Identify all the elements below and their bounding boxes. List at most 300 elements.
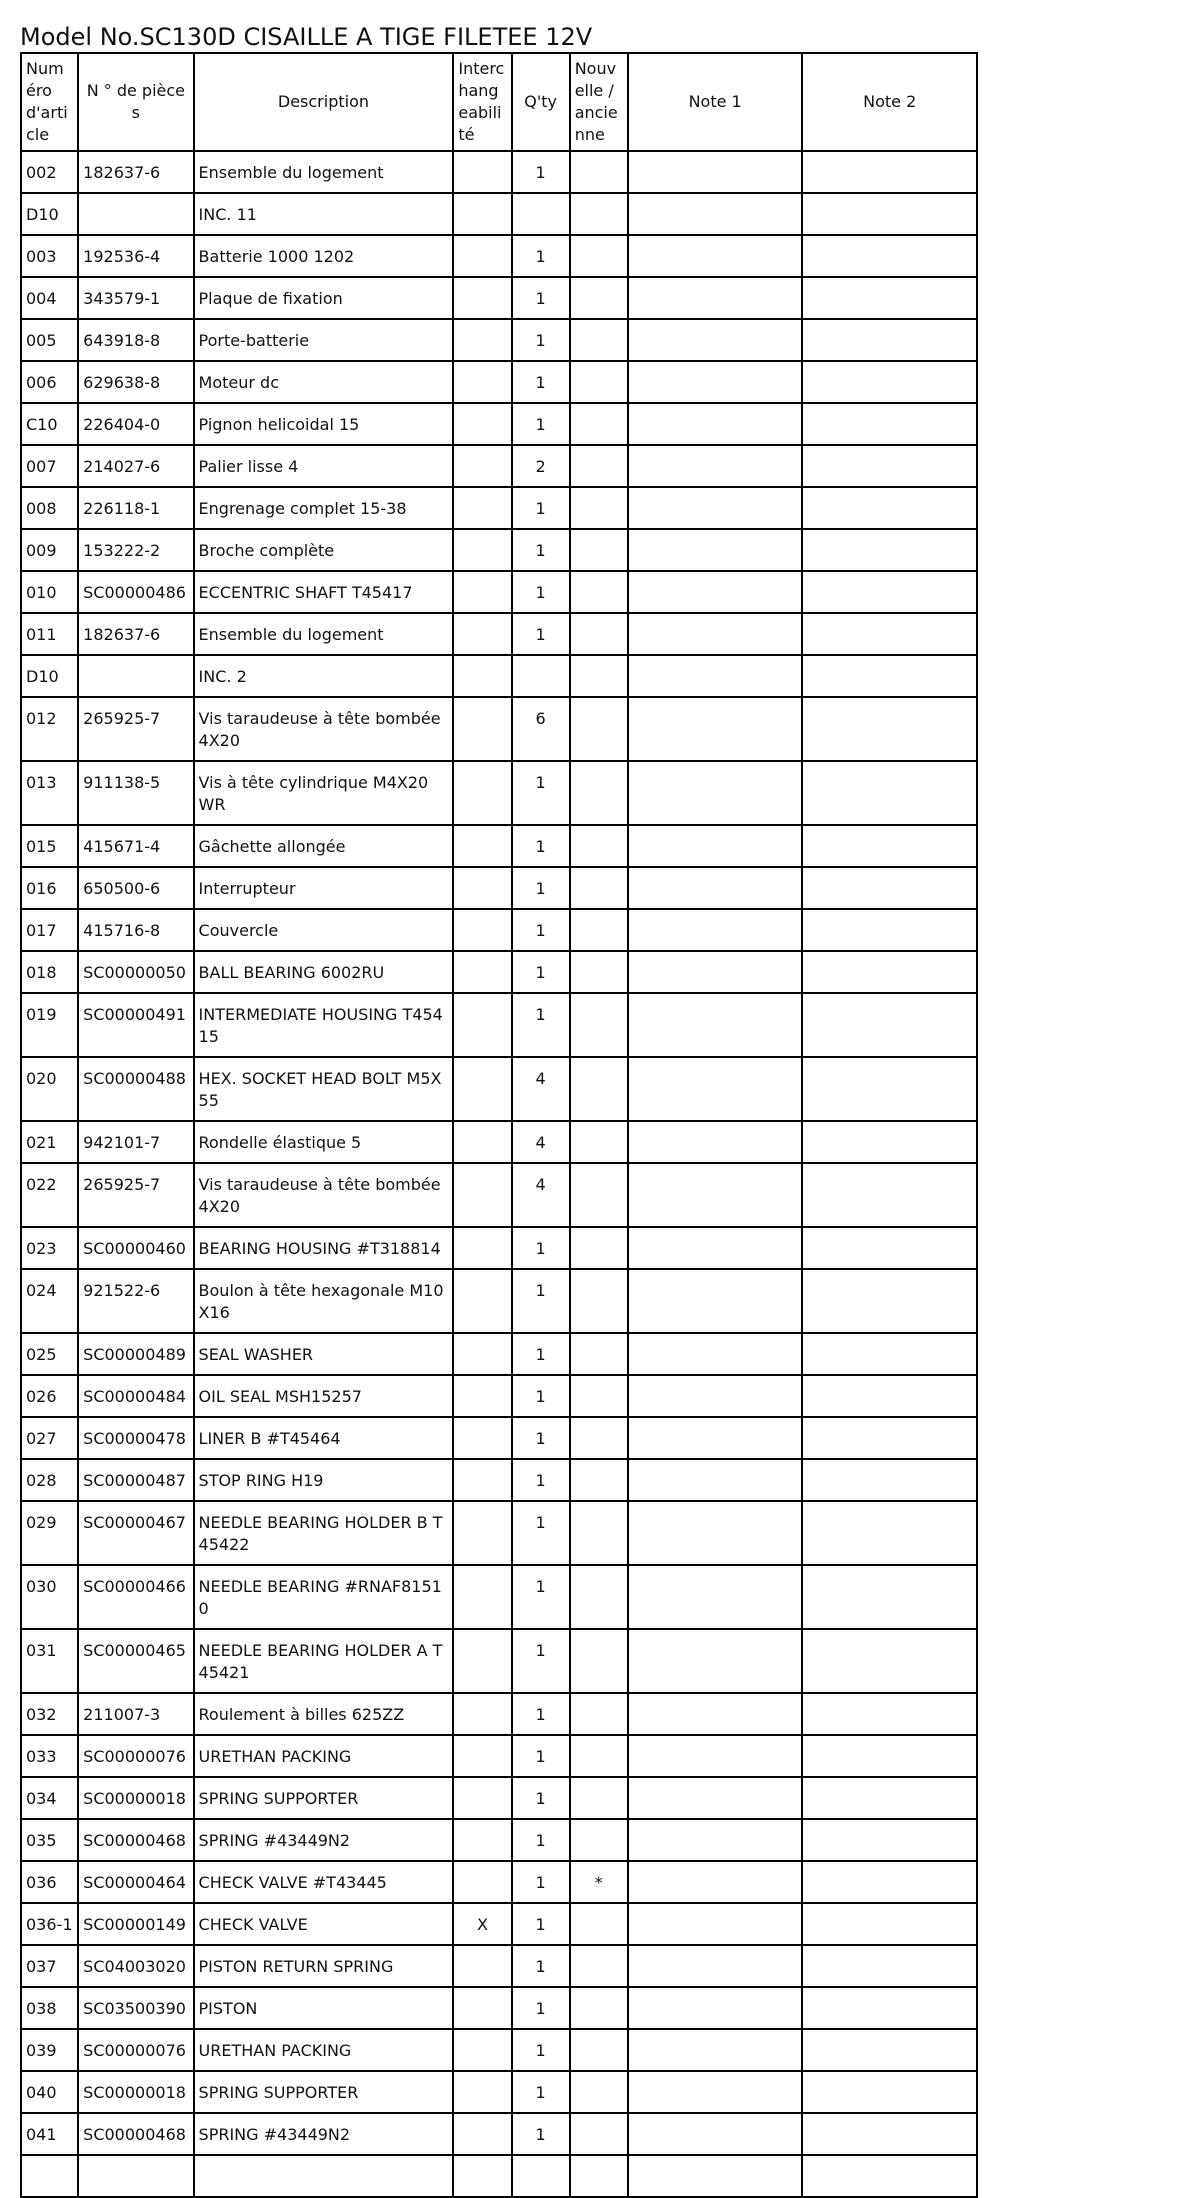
cell-description: SEAL WASHER (194, 1333, 454, 1375)
cell-new-old (570, 1693, 628, 1735)
cell-new-old (570, 1227, 628, 1269)
cell-description: URETHAN PACKING (194, 1735, 454, 1777)
cell-item-number: D10 (21, 193, 78, 235)
cell-interchangeability (453, 571, 511, 613)
cell-description: NEEDLE BEARING HOLDER A T45421 (194, 1629, 454, 1693)
cell-interchangeability (453, 1375, 511, 1417)
cell-part-number: SC00000076 (78, 2029, 193, 2071)
cell-item-number: 012 (21, 697, 78, 761)
cell-description: Couvercle (194, 909, 454, 951)
cell-description: Batterie 1000 1202 (194, 235, 454, 277)
cell-note-2 (802, 909, 977, 951)
cell-part-number (78, 193, 193, 235)
cell-interchangeability (453, 1163, 511, 1227)
cell-note-1 (628, 2029, 803, 2071)
cell-empty (78, 2155, 193, 2197)
cell-description: Boulon à tête hexagonale M10X16 (194, 1269, 454, 1333)
cell-note-1 (628, 1629, 803, 1693)
table-row (21, 1735, 977, 1777)
cell-part-number: SC00000468 (78, 1819, 193, 1861)
cell-description: Vis taraudeuse à tête bombée 4X20 (194, 697, 454, 761)
cell-part-number: 911138-5 (78, 761, 193, 825)
cell-new-old (570, 1163, 628, 1227)
cell-note-2 (802, 825, 977, 867)
parts-table (20, 52, 978, 2198)
cell-note-2 (802, 529, 977, 571)
cell-note-2 (802, 1693, 977, 1735)
cell-new-old (570, 951, 628, 993)
cell-description: Palier lisse 4 (194, 445, 454, 487)
cell-quantity: 1 (512, 951, 570, 993)
cell-item-number: 003 (21, 235, 78, 277)
cell-note-1 (628, 571, 803, 613)
cell-note-1 (628, 761, 803, 825)
cell-item-number: 025 (21, 1333, 78, 1375)
cell-new-old (570, 1565, 628, 1629)
cell-part-number: 921522-6 (78, 1269, 193, 1333)
table-row (21, 1269, 977, 1333)
cell-note-1 (628, 1375, 803, 1417)
cell-new-old (570, 1057, 628, 1121)
cell-new-old (570, 1417, 628, 1459)
cell-note-1 (628, 867, 803, 909)
cell-note-2 (802, 613, 977, 655)
cell-note-2 (802, 235, 977, 277)
cell-item-number: 006 (21, 361, 78, 403)
cell-note-2 (802, 1819, 977, 1861)
cell-note-2 (802, 571, 977, 613)
cell-note-1 (628, 825, 803, 867)
cell-note-2 (802, 277, 977, 319)
cell-description: Ensemble du logement (194, 151, 454, 193)
cell-new-old (570, 1903, 628, 1945)
cell-note-2 (802, 697, 977, 761)
cell-new-old (570, 1333, 628, 1375)
cell-new-old (570, 1629, 628, 1693)
cell-part-number: SC04003020 (78, 1945, 193, 1987)
cell-part-number (78, 655, 193, 697)
cell-quantity: 1 (512, 1417, 570, 1459)
cell-description: INC. 11 (194, 193, 454, 235)
cell-part-number: SC00000486 (78, 571, 193, 613)
cell-item-number: 036-1 (21, 1903, 78, 1945)
cell-new-old (570, 571, 628, 613)
cell-quantity: 6 (512, 697, 570, 761)
cell-empty (802, 2155, 977, 2197)
cell-new-old (570, 277, 628, 319)
cell-interchangeability (453, 2029, 511, 2071)
cell-empty (194, 2155, 454, 2197)
cell-description: Porte-batterie (194, 319, 454, 361)
page-title: Model No.SC130D CISAILLE A TIGE FILETEE 12V (20, 23, 593, 51)
cell-note-1 (628, 487, 803, 529)
cell-quantity: 1 (512, 613, 570, 655)
col-header-note-2: Note 2 (802, 53, 977, 151)
table-row (21, 2029, 977, 2071)
cell-note-1 (628, 1735, 803, 1777)
cell-part-number: 265925-7 (78, 1163, 193, 1227)
cell-item-number: 035 (21, 1819, 78, 1861)
cell-note-1 (628, 2113, 803, 2155)
cell-new-old (570, 613, 628, 655)
table-row (21, 761, 977, 825)
cell-item-number: 010 (21, 571, 78, 613)
table-row (21, 825, 977, 867)
cell-new-old (570, 445, 628, 487)
table-row (21, 319, 977, 361)
table-row (21, 403, 977, 445)
cell-item-number: 007 (21, 445, 78, 487)
cell-interchangeability (453, 1629, 511, 1693)
cell-note-1 (628, 1459, 803, 1501)
cell-description: Broche complète (194, 529, 454, 571)
cell-quantity: 1 (512, 1735, 570, 1777)
cell-quantity: 1 (512, 825, 570, 867)
cell-note-1 (628, 445, 803, 487)
cell-description: LINER B #T45464 (194, 1417, 454, 1459)
cell-note-2 (802, 1417, 977, 1459)
col-header-quantity: Q'ty (512, 53, 570, 151)
table-row (21, 1693, 977, 1735)
cell-empty (628, 2155, 803, 2197)
cell-quantity: 1 (512, 1227, 570, 1269)
table-row (21, 1417, 977, 1459)
cell-note-1 (628, 319, 803, 361)
cell-item-number: 005 (21, 319, 78, 361)
cell-part-number: 214027-6 (78, 445, 193, 487)
cell-quantity: 1 (512, 1333, 570, 1375)
cell-description: SPRING #43449N2 (194, 1819, 454, 1861)
cell-quantity: 1 (512, 1777, 570, 1819)
cell-new-old (570, 825, 628, 867)
cell-note-2 (802, 1057, 977, 1121)
cell-part-number: 650500-6 (78, 867, 193, 909)
cell-note-1 (628, 1057, 803, 1121)
cell-empty (512, 2155, 570, 2197)
cell-quantity: 4 (512, 1057, 570, 1121)
cell-empty (570, 2155, 628, 2197)
cell-quantity: 1 (512, 1269, 570, 1333)
cell-interchangeability (453, 277, 511, 319)
cell-new-old (570, 151, 628, 193)
cell-new-old (570, 361, 628, 403)
cell-new-old (570, 1269, 628, 1333)
cell-new-old (570, 1987, 628, 2029)
cell-interchangeability (453, 361, 511, 403)
cell-note-1 (628, 193, 803, 235)
cell-note-1 (628, 1333, 803, 1375)
cell-part-number: SC00000466 (78, 1565, 193, 1629)
cell-note-2 (802, 2029, 977, 2071)
cell-interchangeability (453, 1501, 511, 1565)
cell-description: CHECK VALVE (194, 1903, 454, 1945)
cell-new-old (570, 697, 628, 761)
cell-quantity: 1 (512, 1629, 570, 1693)
cell-description: Plaque de fixation (194, 277, 454, 319)
cell-description: SPRING #43449N2 (194, 2113, 454, 2155)
table-row (21, 1163, 977, 1227)
cell-interchangeability (453, 951, 511, 993)
cell-item-number: 019 (21, 993, 78, 1057)
table-row (21, 613, 977, 655)
cell-quantity: 1 (512, 1987, 570, 2029)
cell-part-number: 643918-8 (78, 319, 193, 361)
table-row (21, 235, 977, 277)
table-row-partial (21, 2155, 977, 2197)
cell-quantity: 1 (512, 867, 570, 909)
cell-interchangeability (453, 909, 511, 951)
cell-item-number: 039 (21, 2029, 78, 2071)
cell-interchangeability (453, 1861, 511, 1903)
cell-note-1 (628, 151, 803, 193)
cell-new-old: * (570, 1861, 628, 1903)
cell-note-1 (628, 909, 803, 951)
cell-description: Vis à tête cylindrique M4X20 WR (194, 761, 454, 825)
col-header-item: Numéro d'article (21, 53, 78, 151)
cell-item-number: 037 (21, 1945, 78, 1987)
cell-interchangeability (453, 193, 511, 235)
table-row (21, 361, 977, 403)
cell-part-number: 182637-6 (78, 151, 193, 193)
table-row (21, 487, 977, 529)
cell-part-number: SC00000489 (78, 1333, 193, 1375)
cell-part-number: 226118-1 (78, 487, 193, 529)
cell-description: Interrupteur (194, 867, 454, 909)
cell-empty (21, 2155, 78, 2197)
cell-item-number: 026 (21, 1375, 78, 1417)
cell-interchangeability (453, 613, 511, 655)
cell-quantity: 1 (512, 993, 570, 1057)
cell-part-number: 211007-3 (78, 1693, 193, 1735)
cell-quantity: 4 (512, 1121, 570, 1163)
table-row (21, 909, 977, 951)
cell-new-old (570, 1501, 628, 1565)
cell-interchangeability (453, 993, 511, 1057)
cell-note-1 (628, 403, 803, 445)
cell-new-old (570, 993, 628, 1057)
table-row (21, 1121, 977, 1163)
cell-quantity: 1 (512, 403, 570, 445)
cell-part-number: SC00000488 (78, 1057, 193, 1121)
cell-part-number: SC00000018 (78, 2071, 193, 2113)
cell-note-2 (802, 1333, 977, 1375)
cell-part-number: 629638-8 (78, 361, 193, 403)
cell-new-old (570, 1459, 628, 1501)
cell-interchangeability (453, 1693, 511, 1735)
cell-item-number: 004 (21, 277, 78, 319)
cell-description: Ensemble du logement (194, 613, 454, 655)
cell-item-number: 011 (21, 613, 78, 655)
cell-description: HEX. SOCKET HEAD BOLT M5X55 (194, 1057, 454, 1121)
cell-new-old (570, 1375, 628, 1417)
cell-note-1 (628, 1693, 803, 1735)
cell-part-number: 265925-7 (78, 697, 193, 761)
cell-item-number: 030 (21, 1565, 78, 1629)
cell-note-1 (628, 361, 803, 403)
table-row (21, 1333, 977, 1375)
cell-note-1 (628, 697, 803, 761)
cell-description: BEARING HOUSING #T318814 (194, 1227, 454, 1269)
cell-new-old (570, 2029, 628, 2071)
cell-item-number: 034 (21, 1777, 78, 1819)
cell-note-2 (802, 1269, 977, 1333)
cell-quantity: 1 (512, 529, 570, 571)
cell-quantity: 1 (512, 1375, 570, 1417)
cell-interchangeability (453, 1819, 511, 1861)
cell-quantity: 1 (512, 761, 570, 825)
table-row (21, 1629, 977, 1693)
cell-description: Rondelle élastique 5 (194, 1121, 454, 1163)
cell-part-number: 415716-8 (78, 909, 193, 951)
cell-quantity: 1 (512, 571, 570, 613)
cell-quantity: 1 (512, 361, 570, 403)
cell-part-number: SC00000464 (78, 1861, 193, 1903)
col-header-note-1: Note 1 (628, 53, 803, 151)
table-row (21, 1375, 977, 1417)
cell-interchangeability (453, 319, 511, 361)
cell-note-1 (628, 1903, 803, 1945)
cell-description: Pignon helicoidal 15 (194, 403, 454, 445)
cell-note-2 (802, 867, 977, 909)
cell-interchangeability (453, 445, 511, 487)
cell-interchangeability (453, 1565, 511, 1629)
cell-part-number: SC00000487 (78, 1459, 193, 1501)
cell-part-number: 226404-0 (78, 403, 193, 445)
cell-item-number: 038 (21, 1987, 78, 2029)
cell-note-2 (802, 1735, 977, 1777)
table-row (21, 1819, 977, 1861)
cell-note-1 (628, 613, 803, 655)
cell-description: CHECK VALVE #T43445 (194, 1861, 454, 1903)
cell-item-number: 031 (21, 1629, 78, 1693)
cell-part-number: SC00000491 (78, 993, 193, 1057)
cell-note-1 (628, 1987, 803, 2029)
cell-note-2 (802, 761, 977, 825)
cell-interchangeability (453, 1121, 511, 1163)
cell-item-number: 021 (21, 1121, 78, 1163)
cell-note-2 (802, 151, 977, 193)
cell-item-number: 018 (21, 951, 78, 993)
cell-description: SPRING SUPPORTER (194, 2071, 454, 2113)
cell-note-2 (802, 1501, 977, 1565)
table-row (21, 277, 977, 319)
cell-part-number: SC00000460 (78, 1227, 193, 1269)
cell-note-2 (802, 1459, 977, 1501)
cell-note-2 (802, 445, 977, 487)
cell-part-number: 942101-7 (78, 1121, 193, 1163)
cell-interchangeability (453, 151, 511, 193)
cell-description: OIL SEAL MSH15257 (194, 1375, 454, 1417)
cell-interchangeability (453, 2113, 511, 2155)
table-row (21, 2113, 977, 2155)
cell-note-2 (802, 1565, 977, 1629)
cell-interchangeability (453, 529, 511, 571)
cell-item-number: 013 (21, 761, 78, 825)
cell-note-1 (628, 1163, 803, 1227)
cell-note-1 (628, 529, 803, 571)
cell-item-number: 032 (21, 1693, 78, 1735)
cell-interchangeability (453, 1459, 511, 1501)
cell-item-number: 033 (21, 1735, 78, 1777)
cell-item-number: 029 (21, 1501, 78, 1565)
table-row (21, 867, 977, 909)
table-row (21, 151, 977, 193)
cell-new-old (570, 909, 628, 951)
cell-note-2 (802, 2071, 977, 2113)
cell-item-number: 041 (21, 2113, 78, 2155)
cell-quantity: 1 (512, 1501, 570, 1565)
cell-note-2 (802, 487, 977, 529)
table-row (21, 697, 977, 761)
table-row (21, 1903, 977, 1945)
cell-note-2 (802, 361, 977, 403)
cell-note-1 (628, 277, 803, 319)
col-header-part-number: N ° de pièces (78, 53, 193, 151)
cell-description: Vis taraudeuse à tête bombée 4X20 (194, 1163, 454, 1227)
parts-table-container (20, 52, 978, 2144)
cell-part-number: SC00000018 (78, 1777, 193, 1819)
cell-interchangeability (453, 655, 511, 697)
cell-note-2 (802, 1375, 977, 1417)
cell-interchangeability (453, 1735, 511, 1777)
cell-part-number: SC00000050 (78, 951, 193, 993)
cell-empty (453, 2155, 511, 2197)
cell-quantity: 1 (512, 151, 570, 193)
cell-note-2 (802, 993, 977, 1057)
cell-interchangeability (453, 403, 511, 445)
cell-note-1 (628, 1819, 803, 1861)
cell-part-number: SC00000478 (78, 1417, 193, 1459)
cell-note-2 (802, 1629, 977, 1693)
col-header-new-old: Nouvelle / ancienne (570, 53, 628, 151)
cell-part-number: SC03500390 (78, 1987, 193, 2029)
cell-description: SPRING SUPPORTER (194, 1777, 454, 1819)
cell-quantity: 1 (512, 1459, 570, 1501)
cell-description: INTERMEDIATE HOUSING T45415 (194, 993, 454, 1057)
table-row (21, 1501, 977, 1565)
table-row (21, 1227, 977, 1269)
table-row (21, 1459, 977, 1501)
table-header-row (21, 53, 977, 151)
cell-description: NEEDLE BEARING HOLDER B T45422 (194, 1501, 454, 1565)
cell-part-number: SC00000465 (78, 1629, 193, 1693)
cell-new-old (570, 403, 628, 445)
cell-item-number: 036 (21, 1861, 78, 1903)
cell-item-number: 022 (21, 1163, 78, 1227)
cell-part-number: SC00000468 (78, 2113, 193, 2155)
cell-note-2 (802, 1861, 977, 1903)
cell-quantity (512, 193, 570, 235)
cell-description: STOP RING H19 (194, 1459, 454, 1501)
cell-new-old (570, 1121, 628, 1163)
col-header-description: Description (194, 53, 454, 151)
cell-item-number: 017 (21, 909, 78, 951)
cell-item-number: 015 (21, 825, 78, 867)
cell-note-1 (628, 655, 803, 697)
table-row (21, 529, 977, 571)
table-row (21, 1945, 977, 1987)
cell-quantity: 1 (512, 235, 570, 277)
cell-note-2 (802, 193, 977, 235)
cell-note-2 (802, 1903, 977, 1945)
cell-interchangeability (453, 2071, 511, 2113)
cell-part-number: 415671-4 (78, 825, 193, 867)
table-row (21, 655, 977, 697)
col-header-interchangeability: Interchangeabilité (453, 53, 511, 151)
cell-note-2 (802, 403, 977, 445)
cell-new-old (570, 1945, 628, 1987)
cell-interchangeability (453, 1057, 511, 1121)
